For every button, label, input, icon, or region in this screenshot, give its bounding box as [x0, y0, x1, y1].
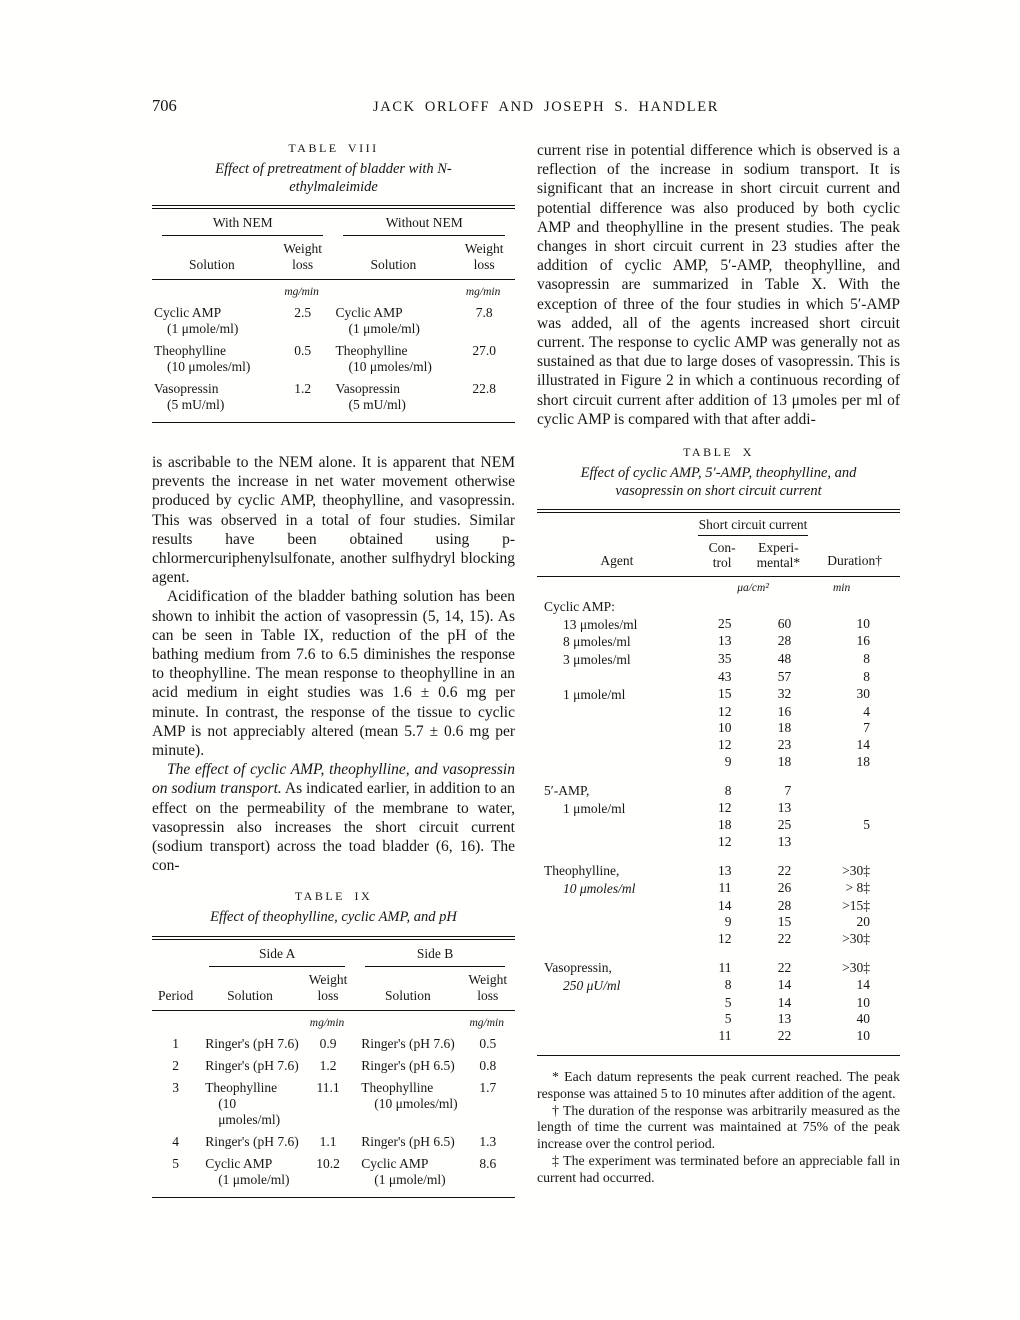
weight-loss-value: 7.8 [475, 305, 493, 320]
control-value [697, 598, 748, 616]
duration-value: >30‡ [842, 863, 870, 878]
col-header-duration: Duration† [827, 553, 882, 569]
table-row [537, 977, 900, 995]
experimental-value: 25 [777, 817, 792, 833]
col-header-agent: Agent [600, 553, 634, 569]
solution-dose: (1 μmole/ml) [348, 321, 420, 336]
group-header-short-circuit-current: Short circuit current [698, 513, 808, 536]
solution-dose: (5 mU/ml) [348, 397, 406, 412]
units-mg-min: mg/min [465, 286, 501, 298]
right-column [537, 141, 900, 1211]
agent-label [537, 669, 697, 686]
col-header-period: Period [157, 987, 194, 1003]
duration-value: > 8‡ [845, 879, 870, 895]
solution-name: Ringer's (pH 7.6) [361, 1035, 455, 1051]
duration-value [809, 800, 900, 818]
table-row [537, 686, 900, 704]
units-row [152, 1010, 515, 1033]
running-head [152, 96, 900, 116]
footnote-dagger: † The duration of the response was arbitrarily measured as the length of time the current was maintained at 75% of the peak increase over the control period. [537, 1102, 900, 1152]
experimental-value: 7 [784, 782, 792, 798]
agent-label [537, 737, 697, 754]
weight-loss-value: 1.3 [479, 1133, 497, 1149]
control-value: 12 [718, 737, 732, 753]
duration-value: 40 [856, 1011, 870, 1027]
control-value: 18 [718, 817, 732, 833]
agent-label [537, 914, 697, 931]
duration-value [809, 834, 900, 851]
weight-loss-value: 11.1 [316, 1079, 340, 1095]
weight-loss-value: 27.0 [472, 343, 496, 358]
weight-loss-value: 0.8 [479, 1057, 497, 1073]
experimental-value: 13 [777, 834, 792, 850]
col-header-weight-loss: Weight loss [464, 241, 504, 272]
table-viii [152, 209, 515, 423]
left-column [152, 141, 515, 1211]
units-mg-min: mg/min [309, 1016, 345, 1029]
duration-value: 5 [863, 817, 870, 833]
duration-value: 16 [856, 633, 870, 649]
table-row [537, 948, 900, 977]
table-row [537, 817, 900, 834]
table-row [152, 340, 515, 378]
control-value: 9 [724, 754, 732, 770]
weight-loss-value: 1.2 [319, 1057, 337, 1073]
table-row [537, 898, 900, 915]
footnote-asterisk: * Each datum represents the peak current reached. The peak response was attained 5 to 10 minutes after addition of the agent. [537, 1068, 900, 1101]
solution-name: Cyclic AMP [335, 305, 403, 320]
period-value: 1 [172, 1035, 179, 1051]
units-row [152, 280, 515, 303]
weight-loss-value: 1.2 [294, 381, 312, 396]
solution-cell [333, 302, 453, 340]
table-row [537, 616, 900, 634]
table-viii-rows [152, 302, 515, 423]
duration-value: >15‡ [842, 897, 870, 913]
solution-name: Ringer's (pH 7.6) [205, 1057, 299, 1073]
weight-loss-value: 2.5 [294, 305, 312, 320]
solution-cell [152, 302, 272, 340]
agent-label [537, 720, 697, 737]
units-min: min [832, 582, 851, 595]
solution-cell [355, 1077, 460, 1131]
control-value: 13 [718, 633, 732, 649]
agent-label [537, 817, 697, 834]
agent-label: 1 μmole/ml [563, 800, 626, 816]
solution-cell [355, 1033, 460, 1055]
table-row [537, 633, 900, 651]
col-header-weight-loss: Weight loss [308, 971, 348, 1003]
experimental-value: 57 [777, 669, 792, 685]
solution-name: Vasopressin [335, 381, 400, 396]
page-number: 706 [152, 96, 177, 115]
solution-cell [199, 1153, 301, 1198]
duration-value: 18 [856, 754, 870, 770]
agent-label [537, 704, 697, 721]
weight-loss-value: 1.1 [319, 1133, 337, 1149]
table-x [537, 513, 900, 1056]
duration-value: 8 [863, 669, 870, 685]
solution-cell [333, 340, 453, 378]
experimental-value: 16 [777, 703, 792, 719]
control-value: 43 [718, 669, 732, 685]
table-row [537, 931, 900, 948]
experimental-value: 28 [777, 633, 792, 649]
control-value: 8 [724, 782, 732, 798]
agent-label: Vasopressin, [544, 959, 612, 975]
table-x-body [537, 577, 900, 598]
solution-cell [199, 1131, 301, 1153]
duration-value: 4 [863, 703, 870, 719]
table-ix-label: TABLE IX [294, 889, 373, 904]
table-row [152, 378, 515, 423]
control-value: 10 [718, 720, 732, 736]
table-ix [152, 940, 515, 1198]
weight-loss-value: 8.6 [479, 1155, 497, 1171]
solution-dose: (5 mU/ml) [167, 397, 225, 412]
agent-label: 10 μmoles/ml [563, 880, 636, 896]
duration-value: 8 [863, 651, 870, 667]
duration-value: >30‡ [842, 959, 870, 975]
solution-cell [333, 378, 453, 423]
table-ix-body [152, 1010, 515, 1033]
solution-dose: (10 μmoles/ml) [218, 1095, 281, 1127]
solution-name: Ringer's (pH 6.5) [361, 1133, 455, 1149]
table-x-header [537, 513, 900, 577]
period-value: 2 [172, 1057, 179, 1073]
experimental-value: 26 [777, 879, 792, 895]
agent-label [537, 931, 697, 948]
paragraph-text: As indicated earlier, in addition to an effect on the permeability of the membrane to water, vasopressin also increases the short circuit current (sodium transport) across the toad bladder (6, 16). The con- [152, 780, 515, 875]
paragraph: current rise in potential difference which is observed is a reflection of the increase in sodium transport. It is significant that an increase in short circuit current and potential difference was also produced by both cyclic AMP and theophylline in the present studies. The peak changes in short circuit current in 23 studies after the addition of cyclic AMP, 5′-AMP, theophylline, and vasopressin are summarized in Table X. With the exception of three of the four studies in which 5′-AMP was added, all of the agents increased short circuit current. The response to cyclic AMP was generally not as sustained as that due to large doses of vasopressin. This is illustrated in Figure 2 in which a continuous recording of short circuit current after addition of 13 μmoles per ml of cyclic AMP is compared with that after addi- [537, 142, 900, 428]
solution-dose: (10 μmoles/ml) [374, 1095, 458, 1111]
units-ua-cm2: μa/cm² [737, 582, 769, 595]
agent-label [537, 995, 697, 1012]
footnote-double-dagger: ‡ The experiment was terminated before an appreciable fall in current had occurred. [537, 1152, 900, 1185]
table-row [537, 651, 900, 669]
table-x-label: TABLE X [683, 445, 754, 460]
experimental-value: 28 [777, 897, 792, 913]
duration-value: 10 [856, 994, 870, 1010]
col-header-solution: Solution [189, 257, 235, 272]
experimental-value: 60 [777, 615, 792, 631]
table-row [537, 995, 900, 1012]
table-viii-body [152, 280, 515, 303]
solution-name: Theophylline [361, 1079, 434, 1095]
duration-value: 10 [856, 1028, 870, 1044]
solution-name: Ringer's (pH 7.6) [205, 1035, 299, 1051]
solution-cell [355, 1153, 460, 1198]
experimental-value: 22 [777, 863, 792, 878]
duration-value: 14 [856, 976, 870, 992]
table-ix-header [152, 940, 515, 1011]
solution-name: Cyclic AMP [205, 1155, 273, 1171]
table-row [152, 1153, 515, 1198]
duration-value: >30‡ [842, 931, 870, 947]
table-viii-header [152, 209, 515, 280]
duration-value: 7 [863, 720, 870, 736]
control-value: 15 [718, 685, 732, 701]
solution-name: Theophylline [335, 343, 408, 358]
group-header-with-nem: With NEM [162, 209, 323, 236]
experimental-value: 22 [777, 1028, 792, 1044]
group-header-side-a: Side A [209, 940, 345, 967]
spacer [152, 875, 515, 889]
spacer [152, 436, 515, 453]
units-mg-min: mg/min [469, 1016, 504, 1029]
duration-value: 30 [856, 685, 870, 701]
solution-dose: (1 μmole/ml) [167, 321, 239, 336]
table-row [152, 1131, 515, 1153]
units-row [537, 577, 900, 598]
solution-name: Ringer's (pH 6.5) [361, 1057, 455, 1073]
table-ix-caption: Effect of theophylline, cyclic AMP, and pH [210, 909, 457, 926]
table-row [537, 598, 900, 616]
agent-label [537, 898, 697, 915]
table-ix-rows [152, 1033, 515, 1198]
solution-name: Cyclic AMP [361, 1155, 429, 1171]
table-row [537, 851, 900, 880]
solution-dose: (10 μmoles/ml) [167, 359, 251, 374]
table-viii-label: TABLE VIII [288, 141, 379, 155]
solution-cell [152, 340, 272, 378]
col-header-solution: Solution [227, 987, 273, 1003]
experimental-value: 18 [777, 720, 792, 736]
control-value: 12 [718, 834, 732, 850]
weight-loss-value: 0.5 [294, 343, 312, 358]
agent-label: 250 μU/ml [563, 977, 621, 993]
table-row [537, 914, 900, 931]
solution-cell [355, 1055, 460, 1077]
agent-label: 3 μmoles/ml [563, 652, 631, 668]
weight-loss-value: 0.9 [319, 1035, 337, 1051]
control-value: 12 [718, 799, 732, 815]
table-viii-block [152, 141, 515, 423]
control-value: 5 [724, 1011, 732, 1027]
col-header-weight-loss: Weight loss [468, 971, 508, 1003]
control-value: 11 [718, 1028, 732, 1044]
table-row [152, 1077, 515, 1131]
table-row [537, 800, 900, 818]
period-value: 5 [172, 1155, 179, 1171]
group-header-side-b: Side B [365, 940, 505, 967]
table-row [537, 720, 900, 737]
table-x-block [537, 445, 900, 1056]
agent-label: Theophylline, [544, 863, 620, 878]
solution-name: Cyclic AMP [154, 305, 222, 320]
experimental-value: 22 [777, 959, 792, 975]
control-value: 9 [724, 914, 732, 930]
experimental-value: 13 [777, 1011, 792, 1027]
experimental-value: 14 [777, 976, 792, 992]
table-row [152, 1033, 515, 1055]
period-value: 4 [172, 1133, 179, 1149]
weight-loss-value: 1.7 [479, 1079, 497, 1095]
table-row [152, 1055, 515, 1077]
control-value: 11 [718, 959, 732, 975]
control-value: 8 [724, 976, 732, 992]
experimental-value: 18 [777, 754, 792, 770]
table-row [537, 704, 900, 721]
experimental-value: 23 [777, 737, 792, 753]
table-row [537, 669, 900, 686]
agent-label: 5′-AMP, [544, 782, 590, 798]
table-row [537, 1011, 900, 1028]
experimental-value: 32 [777, 685, 792, 701]
agent-label: Cyclic AMP: [544, 598, 615, 614]
agent-label: 8 μmoles/ml [563, 634, 631, 650]
table-row [152, 302, 515, 340]
solution-cell [152, 378, 272, 423]
solution-dose: (1 μmole/ml) [218, 1171, 290, 1187]
experimental-value: 22 [777, 931, 792, 947]
group-header-without-nem: Without NEM [343, 209, 505, 236]
solution-cell [355, 1131, 460, 1153]
solution-name: Theophylline [154, 343, 226, 358]
experimental-value: 15 [777, 914, 792, 930]
agent-label: 1 μmole/ml [563, 686, 626, 702]
solution-cell [199, 1033, 301, 1055]
two-column-layout [152, 141, 900, 1211]
experimental-value: 13 [777, 799, 792, 815]
period-value: 3 [172, 1079, 179, 1095]
agent-label [537, 1011, 697, 1028]
experimental-value: 14 [777, 994, 792, 1010]
solution-dose: (1 μmole/ml) [374, 1171, 446, 1187]
solution-dose: (10 μmoles/ml) [348, 359, 432, 374]
running-title: JACK ORLOFF AND JOSEPH S. HANDLER [373, 99, 719, 115]
control-value: 12 [718, 703, 732, 719]
weight-loss-value: 22.8 [472, 381, 496, 396]
paragraph [152, 760, 515, 875]
table-row [537, 834, 900, 851]
control-value: 13 [718, 863, 732, 878]
table-x-caption: Effect of cyclic AMP, 5′-AMP, theophylline, and vasopressin on short circuit current [580, 465, 857, 499]
table-x-footnotes [537, 1069, 900, 1187]
agent-label [537, 754, 697, 771]
col-header-solution: Solution [385, 987, 431, 1003]
agent-label [537, 1028, 697, 1055]
control-value: 5 [724, 994, 732, 1010]
control-value: 14 [718, 897, 732, 913]
col-header-control: Con- trol [708, 540, 736, 570]
duration-value [809, 771, 900, 800]
weight-loss-value: 10.2 [316, 1155, 340, 1171]
experimental-value [748, 598, 810, 616]
col-header-experimental: Experi- mental* [756, 540, 801, 570]
paragraph: is ascribable to the NEM alone. It is apparent that NEM prevents the increase in net water movement otherwise produced by cyclic AMP, theophylline, and vasopressin. This was observed in a total of four studies. Similar results have been obtained using p-chlormercuriphenylsulfonate, another sulfhydryl blocking agent. [152, 454, 515, 587]
italic-lead-sentence: The effect of cyclic AMP, theophylline, and vasopressin on sodium transport. [152, 761, 515, 798]
table-row [537, 880, 900, 898]
control-value: 12 [718, 931, 732, 947]
table-row [537, 737, 900, 754]
duration-value [809, 598, 900, 616]
units-mg-min: mg/min [284, 286, 319, 298]
duration-value: 20 [856, 914, 870, 930]
control-value: 11 [718, 879, 732, 895]
solution-cell [199, 1077, 301, 1131]
solution-name: Theophylline [205, 1079, 278, 1095]
col-header-solution: Solution [370, 257, 417, 272]
solution-cell [199, 1055, 301, 1077]
solution-name: Ringer's (pH 7.6) [205, 1133, 299, 1149]
weight-loss-value: 0.5 [479, 1035, 497, 1051]
table-row [537, 771, 900, 800]
col-header-weight-loss: Weight loss [283, 241, 322, 272]
table-row [537, 1028, 900, 1055]
duration-value: 14 [856, 737, 870, 753]
paragraph: Acidification of the bladder bathing solution has been shown to inhibit the action of vasopressin (5, 14, 15). As can be seen in Table IX, reduction of the pH of the bathing medium from 7.6 to 6.5 diminishes the response to theophylline. The mean response to theophylline in an acid medium in eight studies was 1.6 ± 0.6 mg per minute. In contrast, the response of the tissue to cyclic AMP is not appreciably altered (mean 5.7 ± 0.6 mg per minute). [152, 588, 515, 760]
agent-label: 13 μmoles/ml [563, 616, 638, 632]
agent-label [537, 834, 697, 851]
solution-name: Vasopressin [154, 381, 219, 396]
control-value: 35 [718, 651, 732, 667]
table-x-rows [537, 598, 900, 1056]
experimental-value: 48 [777, 651, 792, 667]
table-row [537, 754, 900, 771]
table-ix-block [152, 889, 515, 1198]
spacer [537, 429, 900, 445]
duration-value: 10 [856, 615, 870, 631]
table-viii-caption: Effect of pretreatment of bladder with N-ethylmaleimide [215, 161, 452, 195]
control-value: 25 [718, 615, 732, 631]
